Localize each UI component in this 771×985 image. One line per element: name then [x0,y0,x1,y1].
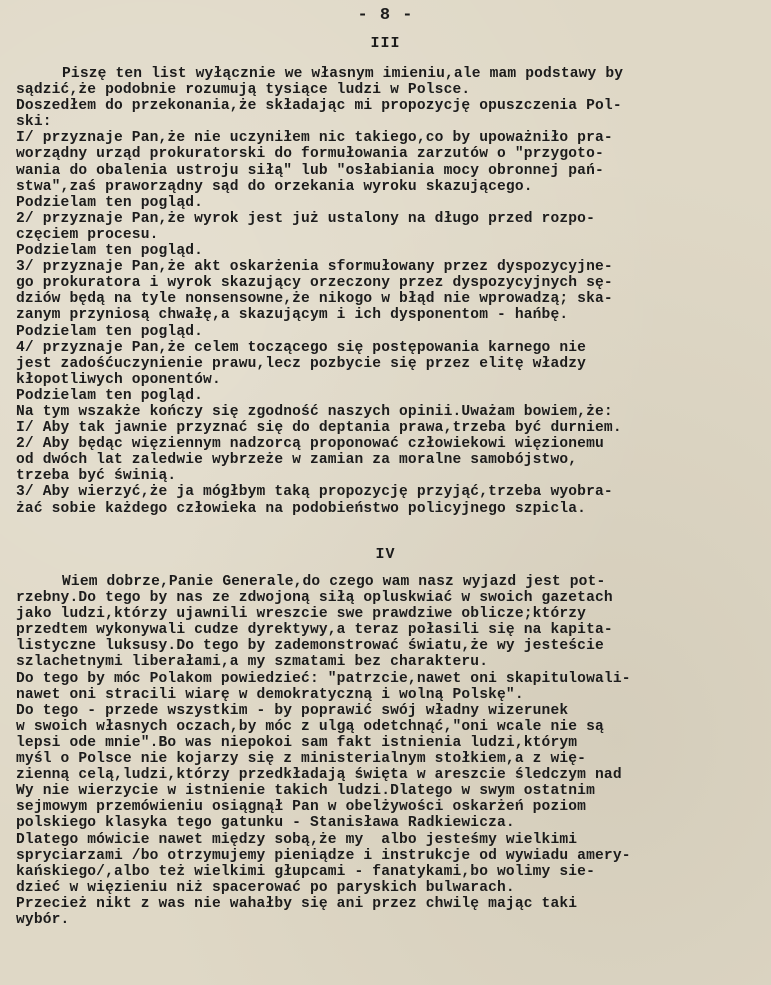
text-line: rzebny.Do tego by nas ze zdwojoną siłą opluskwiać w swoich gazetach [16,590,613,607]
text-line: listyczne luksusy.Do tego by zademonstrować światu,że wy jesteście [16,638,604,655]
text-line: 4/ przyznaje Pan,że celem toczącego się postępowania karnego nie [16,339,587,356]
text-line: zienną celą,ludzi,którzy przedkładają święta w areszcie śledczym nad [16,767,622,784]
text-line: Wiem dobrze,Panie Generale,do czego wam nasz wyjazd jest pot- [62,574,606,590]
text-line: Na tym wszakże kończy się zgodność naszych opinii.Uważam bowiem,że: [16,403,613,420]
text-line: Doszedłem do przekonania,że składając mi propozycję opuszczenia Pol- [16,98,622,115]
text-line: myśl o Polsce nie kojarzy się z ministerialnym stołkiem,a z wię- [16,751,587,768]
text-line: Dlatego mówicie nawet między sobą,że my albo jesteśmy wielkimi [16,831,578,848]
text-line: worządny urząd prokuratorski do formułowania zarzutów o "przygoto- [16,146,604,163]
text-line: polskiego klasyka tego gatunku - Stanisława Radkiewicza. [16,815,515,832]
text-line: sejmowym przemówieniu osiągnął Pan w obelżywości oskarżeń poziom [16,799,587,816]
text-line: dzieć w więzieniu niż spacerować po paryskich bulwarach. [16,879,515,896]
section-heading-4: IV [375,546,396,563]
text-line: Podzielam ten pogląd. [16,194,204,211]
text-line: sądzić,że podobnie rozumują tysiące ludzi w Polsce. [16,82,471,99]
text-line: 2/ Aby będąc więziennym nadzorcą proponować człowiekowi więzionemu [16,436,604,453]
text-line: 3/ Aby wierzyć,że ja mógłbym taką propozycję przyjąć,trzeba wyobra- [16,484,613,501]
text-line: wania do obalenia ustroju siłą" lub "osłabiania mocy obronnej pań- [16,162,604,179]
page-number: - 8 - [357,6,414,25]
text-line: Do tego - przede wszystkim - by poprawić swój władny wizerunek [16,702,569,719]
text-line: stwa",zaś praworządny sąd do orzekania wyroku skazującego. [16,178,533,195]
section-heading-3: III [370,35,401,52]
text-line: kłopotliwych oponentów. [16,371,221,388]
text-line: wybór. [16,911,70,928]
text-line: Podzielam ten pogląd. [16,323,204,340]
text-line: szlachetnymi liberałami,a my szmatami bez charakteru. [16,654,489,671]
text-line: ski: [16,114,52,131]
text-line: w swoich własnych oczach,by móc z ulgą odetchnąć,"oni wcale nie są [16,718,604,735]
text-line: go prokuratora i wyrok skazujący orzeczony przez dyspozycyjnych sę- [16,275,613,292]
section-3-text [16,66,764,517]
text-line: Wy nie wierzycie w istnienie takich ludzi.Dlatego w swym ostatnim [16,783,595,800]
text-line: trzeba być świnią. [16,468,177,485]
text-line: Przecież nikt z was nie wahałby się ani przez chwilę mając taki [16,895,578,912]
text-line: częciem procesu. [16,226,159,243]
text-line: zanym przyniosą chwałę,a skazującym i ich dysponentom - hańbę. [16,307,569,324]
text-line: jest zadośćuczynienie prawu,lecz pozbycie się przez elitę władzy [16,355,587,372]
text-line: kańskiego/,albo też wielkimi głupcami - fanatykami,bo wolimy sie- [16,863,595,880]
text-line: I/ Aby tak jawnie przyznać się do deptania prawa,trzeba być durniem. [16,420,622,437]
text-line: 3/ przyznaje Pan,że akt oskarżenia sformułowany przez dyspozycyjne- [16,259,613,276]
text-line: nawet oni stracili wiarę w demokratyczną i wolną Polskę". [16,686,524,703]
text-line: przedtem wykonywali cudze dyrektywy,a teraz połasili się na kapita- [16,622,613,639]
text-line: spryciarzami /bo otrzymujemy pieniądze i instrukcje od wywiadu amery- [16,847,631,864]
text-line: Do tego by móc Polakom powiedzieć: "patrzcie,nawet oni skapitulowali- [16,670,631,687]
text-line: Piszę ten list wyłącznie we własnym imieniu,ale mam podstawy by [62,66,624,82]
text-line: lepsi ode mnie".Bo was niepokoi sam fakt istnienia ludzi,którym [16,734,578,751]
text-line: dziów będą na tyle nonsensowne,że nikogo w błąd nie wprowadzą; ska- [16,291,613,308]
section-4-text [16,574,764,928]
text-line: Podzielam ten pogląd. [16,387,204,404]
text-line: jako ludzi,którzy ujawnili wreszcie swe prawdziwe oblicze;którzy [16,606,587,623]
text-line: żać sobie każdego człowieka na podobieństwo policyjnego szpicla. [16,500,587,517]
text-line: 2/ przyznaje Pan,że wyrok jest już ustalony na długo przed rozpo- [16,210,595,227]
text-line: od dwóch lat zaledwie wybrzeże w zamian za moralne samobójstwo, [16,452,578,469]
text-line: Podzielam ten pogląd. [16,243,204,260]
text-line: I/ przyznaje Pan,że nie uczyniłem nic takiego,co by upoważniło pra- [16,130,613,147]
